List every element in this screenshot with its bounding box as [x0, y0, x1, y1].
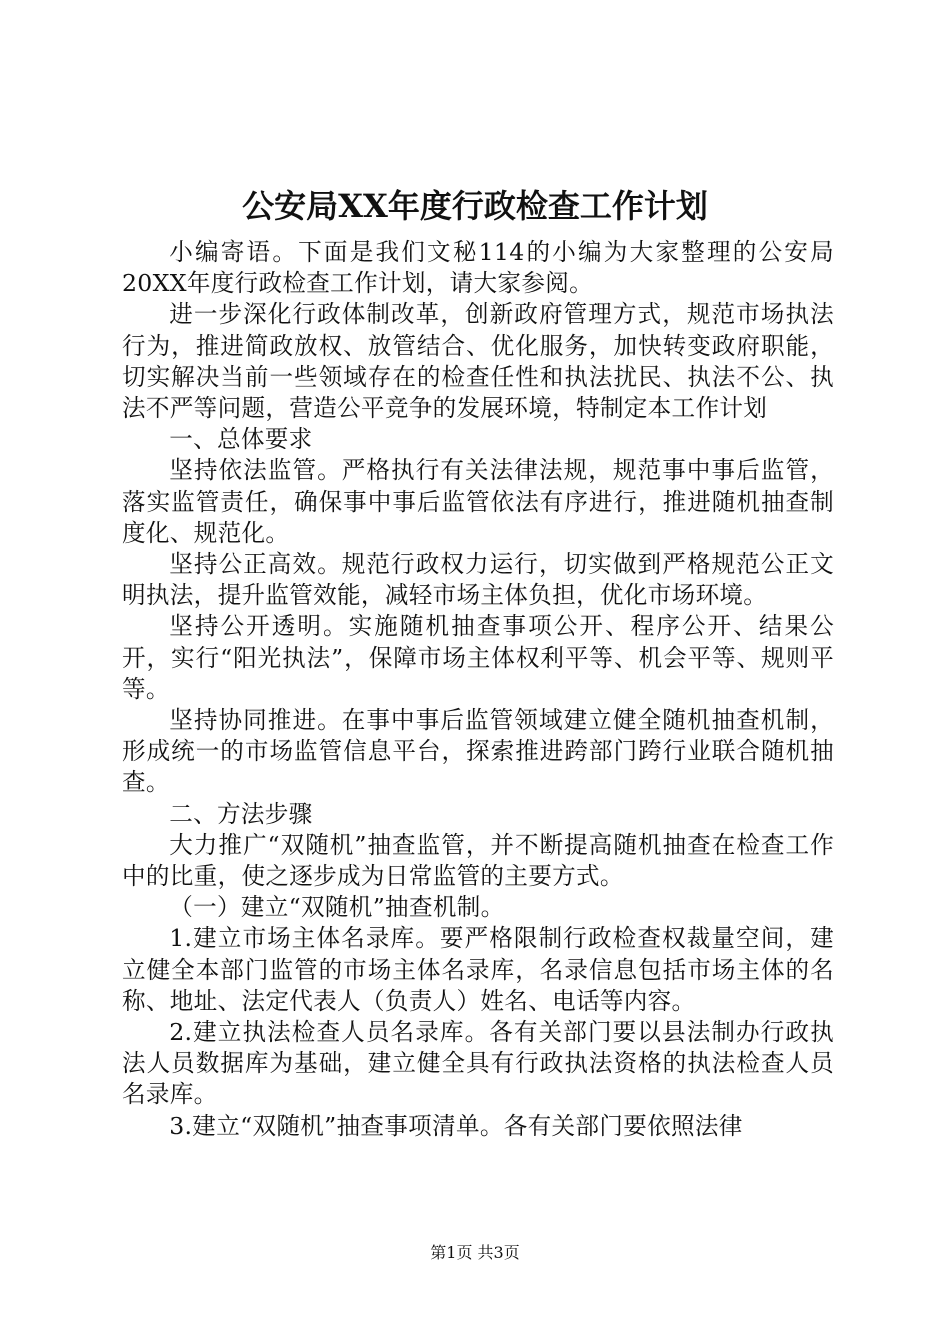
paragraph: 3.建立“双随机”抽查事项清单。各有关部门要依照法律: [169, 1111, 743, 1140]
paragraph: 坚持依法监管。严格执行有关法律法规，规范事中事后监管，落实监管责任，确保事中事后监管依法有序进行，推进随机抽查制度化、规范化。: [122, 456, 834, 547]
page-number: 第1页 共3页: [430, 1243, 520, 1262]
paragraph: 大力推广“双随机”抽查监管，并不断提高随机抽查在检查工作中的比重，使之逐步成为日常监管的主要方式。: [122, 830, 834, 891]
paragraph: 坚持公正高效。规范行政权力运行，切实做到严格规范公正文明执法，提升监管效能，减轻市场主体负担，优化市场环境。: [122, 550, 834, 610]
paragraph: 进一步深化行政体制改革，创新政府管理方式，规范市场执法行为，推进简政放权、放管结合、优化服务，加快转变政府职能，切实解决当前一些领域存在的检查任性和执法扰民、执法不公、执法不严等问题，营造公平竞争的发展环境，特制定本工作计划: [122, 300, 834, 423]
paragraph: 坚持协同推进。在事中事后监管领域建立健全随机抽查机制，形成统一的市场监管信息平台，探索推进跨部门跨行业联合随机抽查。: [122, 706, 834, 797]
document-title: 公安局XX年度行政检查工作计划: [242, 187, 708, 225]
subsection-heading: （一）建立“双随机”抽查机制。: [169, 893, 505, 922]
paragraph: 坚持公开透明。实施随机抽查事项公开、程序公开、结果公开，实行“阳光执法”，保障市场主体权利平等、机会平等、规则平等。: [122, 612, 834, 703]
section-heading: 二、方法步骤: [169, 799, 313, 828]
paragraph: 1.建立市场主体名录库。要严格限制行政检查权裁量空间，建立健全本部门监管的市场主体名录库，名录信息包括市场主体的名称、地址、法定代表人（负责人）姓名、电话等内容。: [122, 924, 834, 1015]
paragraph: 小编寄语。下面是我们文秘114的小编为大家整理的公安局20XX年度行政检查工作计划，请大家参阅。: [122, 238, 834, 298]
section-heading: 一、总体要求: [169, 425, 313, 454]
paragraph: 2.建立执法检查人员名录库。各有关部门要以县法制办行政执法人员数据库为基础，建立健全具有行政执法资格的执法检查人员名录库。: [122, 1018, 834, 1109]
document-body: [122, 237, 834, 1142]
